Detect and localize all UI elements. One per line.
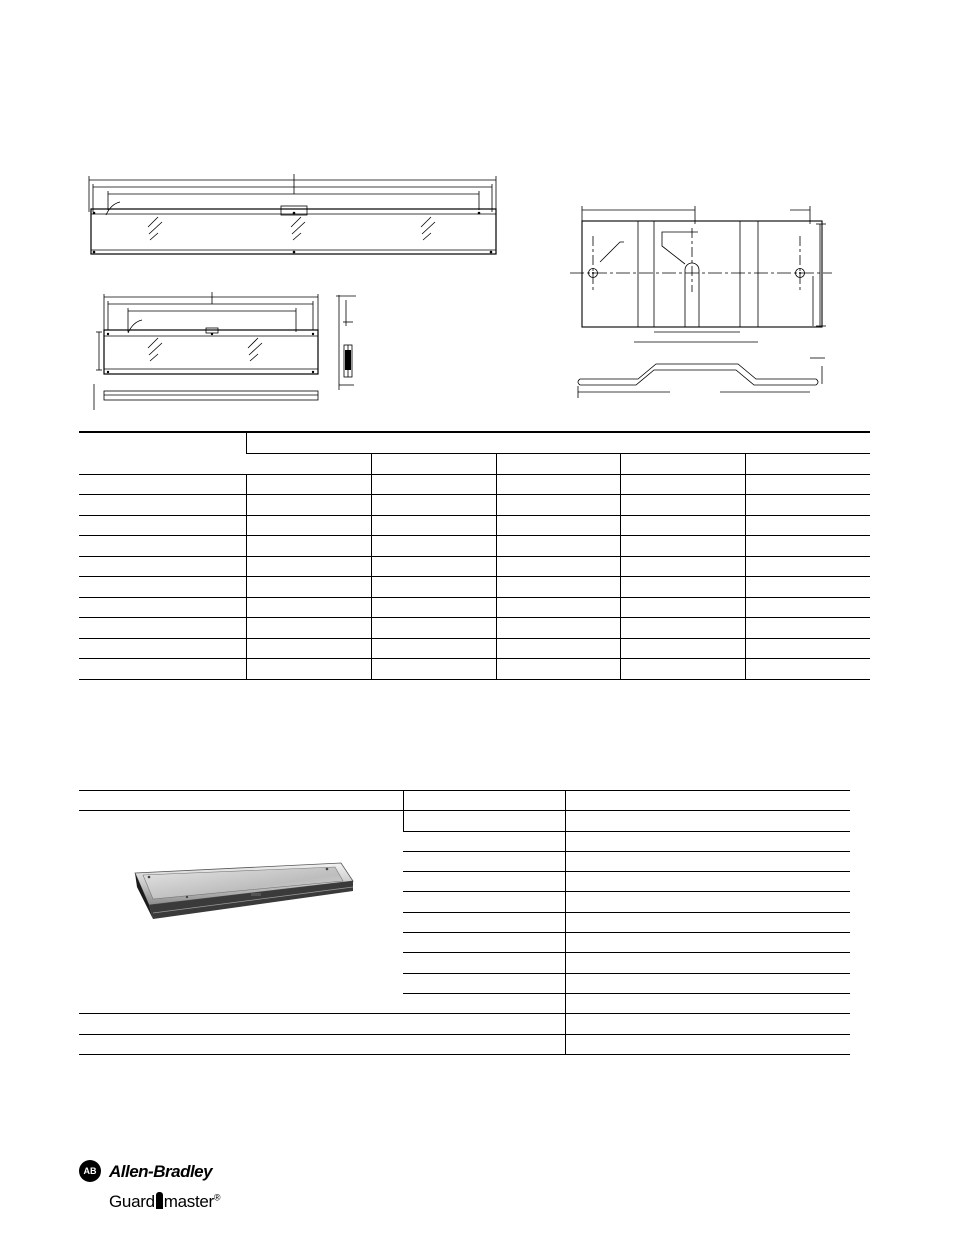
table-cell xyxy=(371,618,496,639)
table-row xyxy=(79,638,870,659)
table-cell xyxy=(79,1014,565,1034)
table-row xyxy=(79,515,870,536)
table-cell xyxy=(79,515,246,536)
table-cell xyxy=(496,618,620,639)
table-row xyxy=(79,1034,850,1054)
table-cell xyxy=(403,791,565,811)
catalog-table xyxy=(79,790,850,1055)
mounting-bracket-drawing xyxy=(570,196,840,398)
table-cell xyxy=(79,577,246,598)
table-cell xyxy=(565,953,850,973)
table-cell xyxy=(79,495,246,516)
table-cell xyxy=(403,872,565,892)
table-cell xyxy=(620,515,745,536)
table-cell xyxy=(496,474,620,495)
table-cell xyxy=(745,577,870,598)
ab-badge-text: AB xyxy=(83,1166,97,1176)
table-cell xyxy=(620,536,745,557)
table-cell xyxy=(620,638,745,659)
mirror-product-photo xyxy=(131,861,355,921)
table-cell xyxy=(246,556,371,577)
table-cell xyxy=(496,597,620,618)
table-cell xyxy=(496,638,620,659)
table-cell xyxy=(745,618,870,639)
table-cell xyxy=(620,474,745,495)
table-row xyxy=(79,811,850,831)
guard-figure-icon xyxy=(156,1192,163,1209)
table-cell xyxy=(371,536,496,557)
table-cell xyxy=(565,933,850,953)
table-cell xyxy=(371,556,496,577)
table-cell xyxy=(745,474,870,495)
product-photo-cell xyxy=(79,811,403,1014)
table-row xyxy=(79,577,870,598)
table-cell xyxy=(403,892,565,912)
table-row xyxy=(79,618,870,639)
table-row xyxy=(79,536,870,557)
table-cell xyxy=(79,432,246,474)
table-cell xyxy=(79,474,246,495)
table-cell xyxy=(371,453,496,474)
table-cell xyxy=(371,597,496,618)
table-cell xyxy=(79,791,403,811)
table-cell xyxy=(745,597,870,618)
table-cell xyxy=(745,495,870,516)
table-cell xyxy=(371,577,496,598)
table-cell xyxy=(620,597,745,618)
table-row xyxy=(79,495,870,516)
mirror-short-front-drawing xyxy=(88,290,368,412)
table-cell xyxy=(565,973,850,993)
table-cell xyxy=(371,659,496,680)
table-cell xyxy=(246,432,870,453)
table-cell xyxy=(246,453,371,474)
table-cell xyxy=(565,912,850,932)
mirror-long-front-drawing xyxy=(86,172,502,262)
table-cell xyxy=(496,515,620,536)
table-cell xyxy=(246,536,371,557)
table-cell xyxy=(620,577,745,598)
table-cell xyxy=(246,618,371,639)
table-cell xyxy=(496,659,620,680)
table-cell xyxy=(496,453,620,474)
table-cell xyxy=(496,577,620,598)
table-cell xyxy=(496,536,620,557)
table-cell xyxy=(565,1014,850,1034)
table-cell xyxy=(565,851,850,871)
table-cell xyxy=(745,453,870,474)
table-cell xyxy=(745,659,870,680)
table-cell xyxy=(246,659,371,680)
table-cell xyxy=(79,659,246,680)
table-cell xyxy=(403,831,565,851)
product-line-name xyxy=(109,1192,220,1212)
table-cell xyxy=(246,515,371,536)
table-cell xyxy=(79,1034,565,1054)
table-cell xyxy=(79,597,246,618)
table-cell xyxy=(246,495,371,516)
table-cell xyxy=(403,973,565,993)
company-name: Allen-Bradley xyxy=(109,1162,213,1181)
ab-badge-icon xyxy=(79,1160,101,1182)
table-cell xyxy=(371,495,496,516)
table-cell xyxy=(496,495,620,516)
dimensions-table xyxy=(79,431,870,680)
table-row xyxy=(79,597,870,618)
table-row xyxy=(79,556,870,577)
product-line-part-a: Guard xyxy=(109,1192,155,1211)
table-cell xyxy=(79,638,246,659)
table-cell xyxy=(403,912,565,932)
table-cell xyxy=(246,638,371,659)
table-cell xyxy=(745,556,870,577)
registered-mark: ® xyxy=(213,1192,221,1203)
table-cell xyxy=(371,638,496,659)
table-cell xyxy=(403,811,565,831)
table-row xyxy=(79,659,870,680)
table-cell xyxy=(403,851,565,871)
table-cell xyxy=(79,536,246,557)
table-cell xyxy=(565,811,850,831)
table-cell xyxy=(565,892,850,912)
table-cell xyxy=(565,1034,850,1054)
table-cell xyxy=(745,638,870,659)
table-cell xyxy=(246,597,371,618)
table-header-row xyxy=(79,791,850,811)
table-cell xyxy=(620,659,745,680)
table-cell xyxy=(565,872,850,892)
table-cell xyxy=(403,933,565,953)
table-cell xyxy=(565,993,850,1013)
table-row xyxy=(79,1014,850,1034)
table-cell xyxy=(745,536,870,557)
table-cell xyxy=(565,791,850,811)
table-cell xyxy=(371,474,496,495)
table-cell xyxy=(246,577,371,598)
table-cell xyxy=(79,618,246,639)
table-cell xyxy=(79,556,246,577)
table-cell xyxy=(565,831,850,851)
table-cell xyxy=(371,515,496,536)
table-cell xyxy=(745,515,870,536)
table-cell xyxy=(620,556,745,577)
table-cell xyxy=(496,556,620,577)
table-cell xyxy=(620,453,745,474)
table-cell xyxy=(403,953,565,973)
table-cell xyxy=(246,474,371,495)
table-cell xyxy=(620,618,745,639)
table-cell xyxy=(403,993,565,1013)
table-row xyxy=(79,474,870,495)
table-header-row xyxy=(79,432,870,453)
product-line-part-b: master xyxy=(163,1192,214,1211)
table-cell xyxy=(620,495,745,516)
